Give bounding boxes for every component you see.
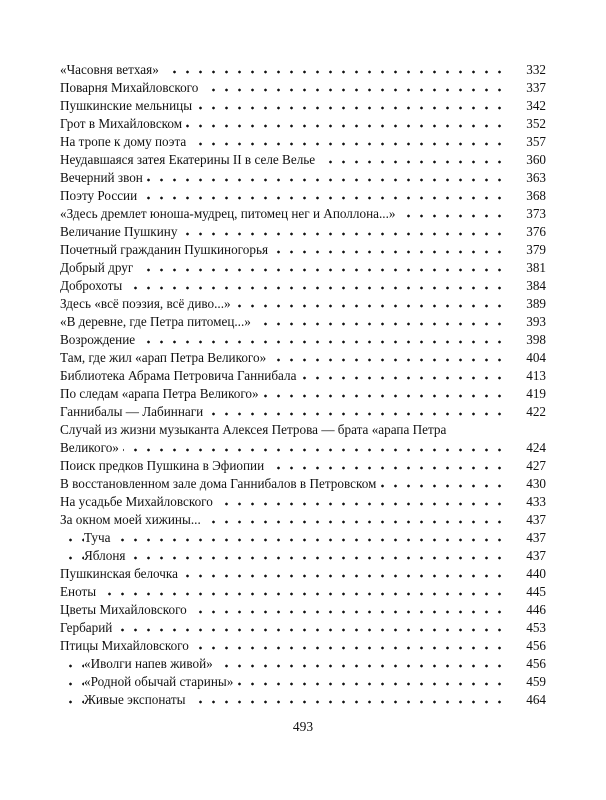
toc-entry: [60, 475, 546, 493]
toc-entry-title-line: [60, 601, 506, 619]
toc-entry-page: 360: [526, 152, 546, 167]
toc-entry-title-line: [60, 79, 506, 97]
toc-entry-title-line: [60, 457, 506, 475]
toc-entry-page: 446: [526, 602, 546, 617]
toc-entry: [60, 223, 546, 241]
toc-entry-page: 433: [526, 494, 546, 509]
toc-entry-page: 379: [526, 242, 546, 257]
toc-entry-page: 413: [526, 368, 546, 383]
toc-entry-title: Живые экспонаты: [84, 692, 190, 707]
toc-entry: [60, 601, 546, 619]
table-of-contents: [60, 61, 546, 709]
toc-entry-title-line: [60, 583, 506, 601]
toc-entry-page: 373: [526, 206, 546, 221]
toc-entry: [60, 61, 546, 79]
toc-entry: [60, 511, 546, 529]
toc-entry-page: 456: [526, 638, 546, 653]
toc-entry-title: За окном моей хижины...: [60, 512, 205, 527]
toc-entry-title: Еноты: [60, 584, 100, 599]
toc-entry: [60, 637, 546, 655]
toc-entry: [60, 331, 546, 349]
toc-entry-page: 342: [526, 98, 546, 113]
toc-entry-title-line: [60, 133, 506, 151]
toc-entry-title-line: [60, 547, 506, 565]
toc-entry-title-line: [60, 241, 506, 259]
toc-entry-title: Библиотека Абрама Петровича Ганнибала: [60, 368, 300, 383]
toc-entry-page: 393: [526, 314, 546, 329]
toc-entry-title-line: [60, 331, 506, 349]
toc-subentry: [60, 547, 546, 565]
toc-entry: [60, 79, 546, 97]
toc-entry-page: 332: [526, 62, 546, 77]
toc-entry: [60, 493, 546, 511]
toc-entry-title: Туча: [84, 530, 114, 545]
toc-entry: [60, 169, 546, 187]
toc-entry-page: 437: [526, 530, 546, 545]
toc-entry-title-line: [60, 313, 506, 331]
toc-entry-title-line: [60, 205, 506, 223]
toc-entry: [60, 115, 546, 133]
toc-entry: [60, 97, 546, 115]
toc-entry: [60, 403, 546, 421]
toc-entry: [60, 133, 546, 151]
toc-entry-title: Яблоня: [84, 548, 129, 563]
toc-entry-title: Гербарий: [60, 620, 116, 635]
toc-entry-title: По следам «арапа Петра Великого»: [60, 386, 263, 401]
toc-entry-title-line: [60, 421, 506, 457]
toc-entry-title-line: [60, 277, 506, 295]
toc-entry-page: 437: [526, 548, 546, 563]
toc-subentry: [60, 529, 546, 547]
toc-entry-title-line: [60, 619, 506, 637]
toc-entry: [60, 583, 546, 601]
toc-entry: [60, 187, 546, 205]
toc-entry-title: Там, где жил «арап Петра Великого»: [60, 350, 270, 365]
toc-entry-page: 363: [526, 170, 546, 185]
toc-entry-page: 422: [526, 404, 546, 419]
toc-entry: [60, 295, 546, 313]
toc-entry: [60, 259, 546, 277]
toc-entry: [60, 241, 546, 259]
toc-entry-title-line: [60, 637, 506, 655]
toc-entry-title-line: [60, 295, 506, 313]
toc-entry-title: В восстановленном зале дома Ганнибалов в Петровском: [60, 476, 380, 491]
toc-entry-title: Величание Пушкину: [60, 224, 181, 239]
toc-entry-title-line: [60, 97, 506, 115]
toc-entry-title: Поварня Михайловского: [60, 80, 202, 95]
toc-entry-page: 430: [526, 476, 546, 491]
toc-entry-title-line: [60, 475, 506, 493]
toc-entry-page: 419: [526, 386, 546, 401]
toc-entry-title-line: [60, 493, 506, 511]
toc-entry-title: «В деревне, где Петра питомец...»: [60, 314, 255, 329]
toc-entry-title-line: [60, 367, 506, 385]
toc-entry-title: Цветы Михайловского: [60, 602, 191, 617]
toc-entry-title: «Часовня ветхая»: [60, 62, 163, 77]
toc-entry-title: Почетный гражданин Пушкиногорья: [60, 242, 272, 257]
toc-entry-page: 456: [526, 656, 546, 671]
toc-entry-title-line: [60, 565, 506, 583]
toc-subentry: [60, 691, 546, 709]
toc-entry: [60, 313, 546, 331]
toc-entry-title-line: [60, 511, 506, 529]
toc-entry-page: 389: [526, 296, 546, 311]
toc-entry-page: 384: [526, 278, 546, 293]
toc-entry-title-line: [60, 223, 506, 241]
toc-entry-page: 464: [526, 692, 546, 707]
toc-entry-title: Поэту России: [60, 188, 141, 203]
toc-entry-page: 376: [526, 224, 546, 239]
toc-subentry: [60, 673, 546, 691]
toc-entry-title-line: [60, 691, 506, 709]
toc-entry: [60, 619, 546, 637]
toc-entry: [60, 277, 546, 295]
toc-entry-title: Пушкинские мельницы: [60, 98, 196, 113]
toc-entry-title: «Родной обычай старины»: [84, 674, 237, 689]
toc-entry-title: Здесь «всё поэзия, всё диво...»: [60, 296, 235, 311]
toc-entry-page: 427: [526, 458, 546, 473]
toc-entry-title-line: [60, 169, 506, 187]
toc-subentry: [60, 655, 546, 673]
toc-entry-title: Вечерний звон: [60, 170, 147, 185]
toc-entry-title-line: [60, 655, 506, 673]
toc-entry-title-line: [60, 673, 506, 691]
toc-entry-title: «Здесь дремлет юноша-мудрец, питомец нег и Аполлона...»: [60, 206, 399, 221]
toc-entry-title-line: [60, 349, 506, 367]
page-number: 493: [292, 719, 314, 734]
toc-entry-title-line: [60, 115, 506, 133]
toc-entry-title-line: [60, 385, 506, 403]
toc-entry: [60, 457, 546, 475]
toc-entry-page: 424: [526, 440, 546, 455]
toc-entry-title-line: [60, 259, 506, 277]
toc-entry-page: 357: [526, 134, 546, 149]
toc-entry-title: Грот в Михайловском: [60, 116, 186, 131]
toc-entry-title: «Иволги напев живой»: [84, 656, 217, 671]
toc-entry: [60, 205, 546, 223]
toc-entry-page: 381: [526, 260, 546, 275]
toc-entry-page: 437: [526, 512, 546, 527]
toc-entry-title-line: [60, 187, 506, 205]
toc-entry: [60, 421, 546, 457]
toc-entry-title: На усадьбе Михайловского: [60, 494, 217, 509]
toc-entry-page: 352: [526, 116, 546, 131]
toc-entry-title: Возрождение: [60, 332, 139, 347]
toc-entry-title: Пушкинская белочка: [60, 566, 182, 581]
toc-entry-page: 404: [526, 350, 546, 365]
toc-entry-title-line: [60, 61, 506, 79]
toc-entry-title: Неудавшаяся затея Екатерины II в селе Велье: [60, 152, 319, 167]
toc-entry-title-line: [60, 151, 506, 169]
toc-entry-title: Доброхоты: [60, 278, 126, 293]
toc-entry-page: 453: [526, 620, 546, 635]
toc-entry-title: Добрый друг: [60, 260, 137, 275]
toc-entry-page: 440: [526, 566, 546, 581]
toc-entry: [60, 565, 546, 583]
toc-entry-title: Птицы Михайловского: [60, 638, 193, 653]
toc-entry-title: Поиск предков Пушкина в Эфиопии: [60, 458, 268, 473]
toc-entry-page: 398: [526, 332, 546, 347]
toc-entry-title: Случай из жизни музыканта Алексея Петрова — брата «арапа Петра Великого»: [60, 422, 447, 455]
toc-entry-title: Ганнибалы — Лабиннаги: [60, 404, 207, 419]
toc-entry-page: 368: [526, 188, 546, 203]
toc-entry-page: 459: [526, 674, 546, 689]
toc-entry: [60, 385, 546, 403]
toc-entry-page: 337: [526, 80, 546, 95]
toc-entry-title-line: [60, 403, 506, 421]
toc-entry-title-line: [60, 529, 506, 547]
toc-entry-page: 445: [526, 584, 546, 599]
toc-entry: [60, 151, 546, 169]
toc-entry-title: На тропе к дому поэта: [60, 134, 190, 149]
toc-entry: [60, 349, 546, 367]
toc-entry: [60, 367, 546, 385]
